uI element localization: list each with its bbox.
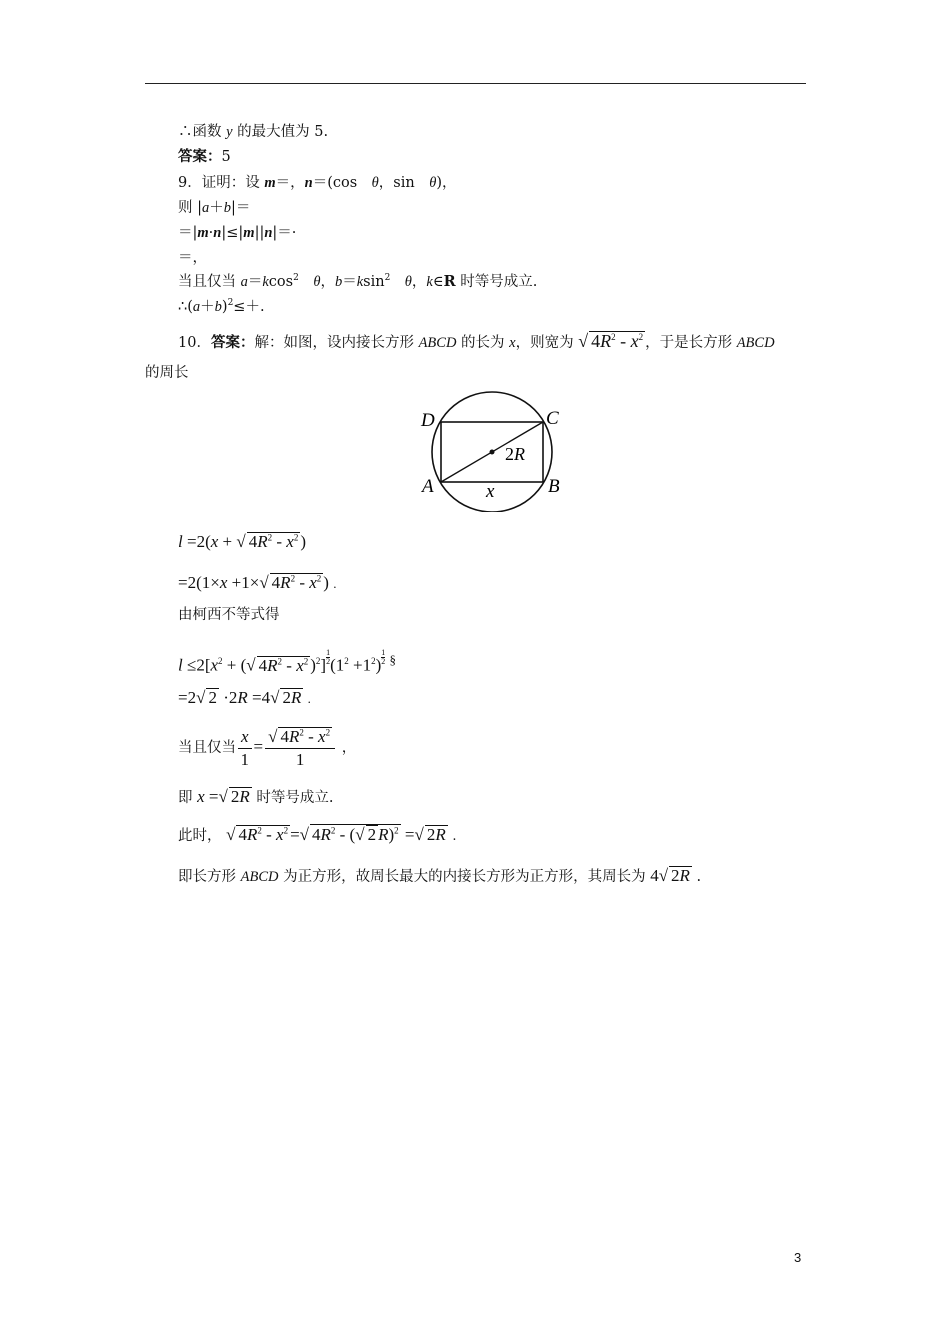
- proof-setup: 9．证明：设 m＝，n＝(cos θ，sin θ)，: [178, 175, 457, 191]
- answer-line: [178, 147, 231, 167]
- vertex-label-D: D: [421, 410, 435, 431]
- vertex-label-A: A: [422, 476, 434, 497]
- answer-label: 答案：: [178, 148, 222, 165]
- proof-conclusion: $\therefore(a+b)^2\le+$.: [178, 298, 265, 315]
- equation-equality: 当且仅当 $\frac{x}{1}$ = $\frac{√ 4R^2 - x^2}{1}$ ，: [178, 726, 357, 769]
- cauchy-intro: 由柯西不等式得: [178, 607, 280, 623]
- perimeter-label: 的周长: [145, 365, 189, 381]
- final-conclusion: 即长方形 ABCD 为正方形，故周长最大的内接长方形为正方形，其周长为 4√ 2R .: [178, 866, 702, 885]
- vertex-label-C: C: [546, 408, 559, 429]
- equation-perimeter-2: =2(1×x +1×√ $4R^2 - x^2$ ) .: [178, 573, 337, 592]
- equation-bound: =2√ 2 ·2R =4√ 2R .: [178, 688, 311, 707]
- equation-cauchy: $l \le 2[x^2$ + (√ $4R^2 - x^2$ )$^2$] $\frac{1}{2}$ $(1^2 +1^2)$ $\frac{1}{2}$ §: [178, 648, 397, 675]
- equation-x-value: 即 x =√ 2R 时等号成立.: [178, 787, 334, 806]
- equality-condition: 当且仅当 a＝kcos$^2$ θ，b＝ksin$^2$ θ，k∈R 时等号成立.: [178, 273, 538, 290]
- answer-value: 5: [221, 149, 231, 165]
- problem10-intro: 10．答案：解：如图，设内接长方形 ABCD 的长为 x，则宽为 √ $4R^2 - x^2$ ，于是长方形 ABCD: [178, 331, 775, 351]
- side-label: x: [486, 481, 495, 502]
- circle-rectangle-figure: [412, 388, 572, 512]
- text-max-value: ∴函数 y 的最大值为 5.: [178, 124, 329, 140]
- proof-step-1: 则 |a＋b|＝: [178, 200, 251, 216]
- equation-width: 此时， √ $4R^2 - x^2$ =√ $4R^2$ - (√ 2 R)$^2$ =√ 2R .: [178, 825, 457, 844]
- equation-perimeter: l =2(x + √ $4R^2 - x^2$ ): [178, 532, 306, 551]
- vertex-label-B: B: [548, 476, 560, 497]
- proof-step-3: ＝，: [178, 250, 207, 266]
- header-rule: [145, 83, 806, 84]
- diagonal-label: 2R: [505, 444, 525, 464]
- proof-step-2: ＝|m·n|≤|m||n|＝·: [178, 225, 297, 241]
- center-point: [490, 450, 495, 455]
- page-number: 3: [794, 1250, 802, 1265]
